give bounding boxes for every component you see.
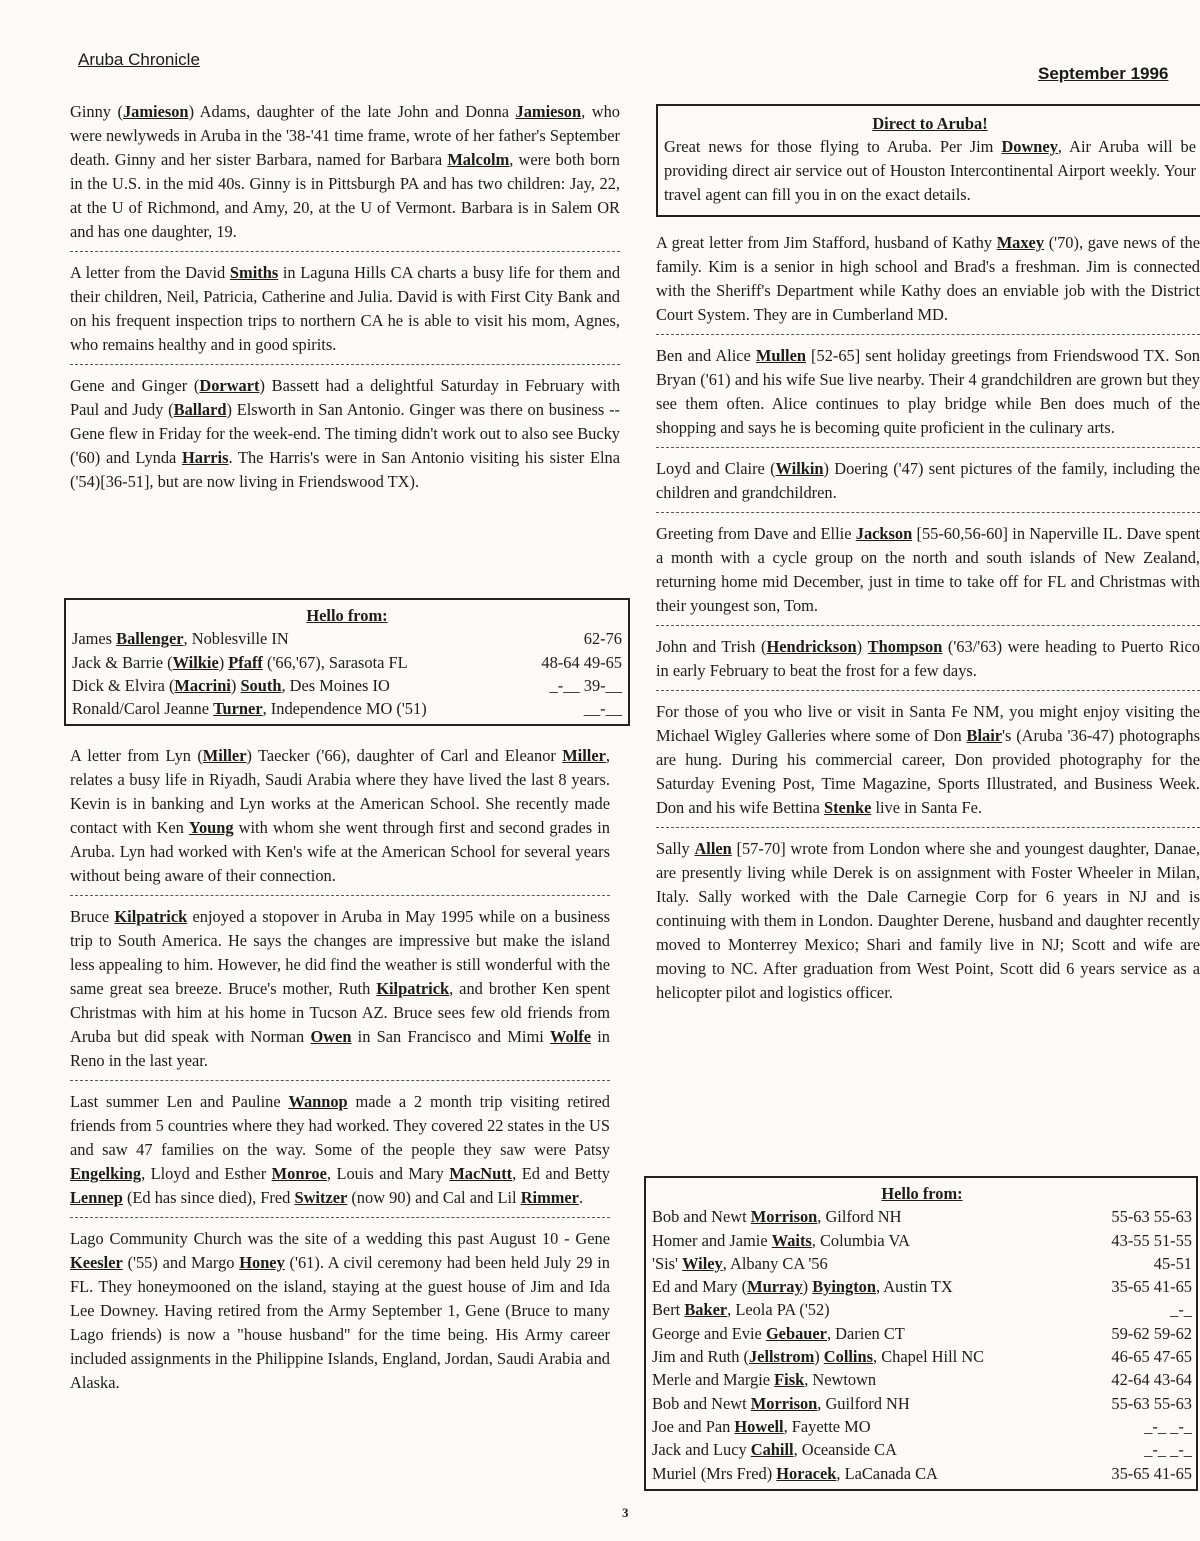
person-name: Jamieson bbox=[122, 102, 189, 121]
text-run: in Reno in the last year. bbox=[70, 1027, 610, 1070]
person-name: Wilkin bbox=[775, 459, 824, 479]
text-run: Bert bbox=[652, 1300, 685, 1320]
text-run: Greeting from Dave and Ellie bbox=[656, 524, 856, 544]
person-name: South bbox=[240, 675, 282, 695]
entry-name bbox=[652, 1392, 1111, 1415]
text-run: [55-60,56-60] in Naperville IL. Dave spent a month with a cycle group on the north and south islands of New Zealand, returning home mid December, just in time to take off for FL and Christmas with their youngest son, Tom. bbox=[656, 524, 1200, 616]
news-item bbox=[656, 837, 1200, 1005]
hello-entry bbox=[652, 1438, 1192, 1461]
person-name: Kilpatrick bbox=[114, 907, 188, 926]
text-run: , Newtown bbox=[804, 1370, 877, 1390]
entry-years: 46-65 47-65 bbox=[1111, 1347, 1192, 1367]
person-name: Wolfe bbox=[550, 1027, 591, 1046]
hello-from-box-left bbox=[64, 598, 630, 726]
person-name: Keesler bbox=[70, 1253, 123, 1272]
text-run: ) Bassett had a delightful Saturday in February with Paul and Judy ( bbox=[70, 376, 621, 419]
person-name: Lennep bbox=[70, 1188, 123, 1207]
person-name: Byington bbox=[812, 1277, 876, 1297]
person-name: Howell bbox=[734, 1416, 784, 1436]
entry-years: 43-55 51-55 bbox=[1111, 1230, 1192, 1250]
text-run: with whom she went through first and second grades in Aruba. Lyn had worked with Ken's wife at the American School for several years without being aware of their connection. bbox=[70, 818, 610, 885]
text-run: in Laguna Hills CA charts a busy life for them and their children, Neil, Patricia, Catherine and Julia. David is with First City Bank and on his frequent inspection trips to northern CA he is able to visit his mom, Agnes, who remains healthy and in good spirits. bbox=[70, 263, 621, 354]
right-column bbox=[656, 104, 1200, 1005]
person-name: Owen bbox=[310, 1027, 352, 1046]
entry-years: 48-64 49-65 bbox=[541, 652, 622, 672]
news-item bbox=[70, 374, 620, 494]
hello-entry bbox=[652, 1392, 1192, 1415]
entry-years: 35-65 41-65 bbox=[1111, 1463, 1192, 1483]
entry-years: _-_ bbox=[1170, 1300, 1192, 1320]
text-run: in San Francisco and Mimi bbox=[351, 1027, 551, 1046]
text-run: , Air Aruba will be providing direct air service out of Houston Intercontinental Airport weekly. Your travel agent can fill you in on the exact details. bbox=[664, 137, 1196, 205]
text-run: 'Sis' bbox=[652, 1253, 683, 1273]
text-run: Bob and Newt bbox=[652, 1207, 751, 1227]
text-run: ('70), gave news of the family. Kim is a senior in high school and Brad's a freshman. Jim is connected with the Sheriff's Department while Kathy does an enviable job with the District Court System. They are in Cumberland MD. bbox=[656, 233, 1200, 325]
text-run: Joe and Pan bbox=[652, 1416, 735, 1436]
entry-years: 59-62 59-62 bbox=[1111, 1323, 1192, 1343]
person-name: Baker bbox=[684, 1300, 728, 1320]
text-run: Jim and Ruth ( bbox=[652, 1347, 749, 1367]
text-run: Last summer Len and Pauline bbox=[70, 1092, 289, 1111]
text-run: ('61). A civil ceremony had been held July 29 in FL. They honeymooned on the island, staying at the guest house of Jim and Ida Lee Downey. Having retired from the Army September 1, Gene (Bruce to many Lago friends) is now a "house husband" for the time being. His Army career included assignments in the Philippine Islands, England, Jordan, Saudi Arabia and Alaska. bbox=[70, 1253, 611, 1392]
news-item bbox=[70, 905, 610, 1073]
entry-name bbox=[652, 1322, 1111, 1345]
dashed-separator bbox=[656, 827, 1200, 828]
news-item bbox=[656, 231, 1200, 327]
text-run: Ben and Alice bbox=[656, 346, 756, 366]
news-item bbox=[70, 1227, 610, 1395]
text-run: , Leola PA ('52) bbox=[727, 1300, 830, 1320]
entry-years: _-__ 39-__ bbox=[549, 675, 622, 695]
entry-name bbox=[652, 1368, 1111, 1391]
news-item bbox=[70, 1090, 610, 1210]
text-run: ) bbox=[802, 1277, 813, 1297]
entry-name bbox=[72, 627, 584, 650]
entry-name bbox=[652, 1462, 1111, 1485]
entry-name bbox=[652, 1298, 1170, 1321]
entry-years: 55-63 55-63 bbox=[1111, 1393, 1192, 1413]
hello-entry bbox=[652, 1252, 1192, 1275]
text-run: made a 2 month trip visiting retired friends from 5 countries where they had worked. They covered 22 states in the US and saw 47 families on the way. Some of the people they saw were Patsy bbox=[70, 1092, 611, 1159]
text-run: Dick & Elvira ( bbox=[72, 675, 175, 695]
person-name: Kilpatrick bbox=[376, 979, 450, 998]
text-run: Lago Community Church was the site of a wedding this past August 10 - Gene bbox=[70, 1229, 610, 1248]
text-run: ) bbox=[230, 675, 241, 695]
entry-years: _-_ _-_ bbox=[1144, 1416, 1192, 1436]
person-name: Malcolm bbox=[447, 150, 510, 169]
dashed-separator bbox=[656, 334, 1200, 335]
text-run: ) Elsworth in San Antonio. Ginger was there on business -- Gene flew in Friday for the week-end. The timing didn't work out to also see Bucky ('60) and Lynda bbox=[70, 400, 620, 467]
person-name: Mullen bbox=[755, 346, 806, 366]
person-name: Ballard bbox=[173, 400, 227, 419]
dashed-separator bbox=[70, 364, 620, 365]
text-run: , Chapel Hill NC bbox=[873, 1347, 985, 1367]
person-name: Smiths bbox=[229, 263, 279, 282]
dashed-separator bbox=[656, 625, 1200, 626]
left-column-lower bbox=[70, 744, 610, 1395]
person-name: Engelking bbox=[70, 1164, 142, 1183]
hello-entry bbox=[652, 1462, 1192, 1485]
text-run: , Independence MO ('51) bbox=[262, 699, 427, 719]
person-name: Maxey bbox=[996, 233, 1045, 253]
text-run: Great news for those flying to Aruba. Per Jim bbox=[664, 137, 1002, 157]
entry-name bbox=[652, 1252, 1154, 1275]
person-name: Wiley bbox=[682, 1253, 723, 1273]
person-name: Young bbox=[188, 818, 234, 837]
text-run: Bob and Newt bbox=[652, 1393, 751, 1413]
person-name: Wilkie bbox=[172, 652, 219, 672]
hello-entry bbox=[652, 1345, 1192, 1368]
person-name: Macrini bbox=[174, 675, 231, 695]
person-name: Cahill bbox=[750, 1440, 794, 1460]
text-run: , Darien CT bbox=[826, 1323, 905, 1343]
hello-entry bbox=[652, 1298, 1192, 1321]
person-name: Jellstrom bbox=[748, 1347, 815, 1367]
person-name: Downey bbox=[1001, 137, 1058, 157]
person-name: Morrison bbox=[750, 1393, 818, 1413]
right-articles bbox=[656, 231, 1200, 1005]
hello-from-title: Hello from: bbox=[306, 606, 388, 625]
person-name: Blair bbox=[966, 726, 1003, 746]
text-run: Homer and Jamie bbox=[652, 1230, 772, 1250]
entry-name bbox=[72, 697, 584, 720]
person-name: Horacek bbox=[776, 1463, 837, 1483]
text-run: Merle and Margie bbox=[652, 1370, 775, 1390]
dashed-separator bbox=[70, 251, 620, 252]
person-name: Murray bbox=[747, 1277, 803, 1297]
text-run: [57-70] wrote from London where she and youngest daughter, Danae, are presently living while Derek is on assignment with Foster Wheeler in Milan, Italy. Sally worked with the Dale Carnegie Corp for 6 years in NJ and is continuing with them in London. Daughter Derene, husband and daughter recently moved to Monterrey Mexico; Shari and family live in NJ; Scott and wife are moving to NC. After graduation from West Point, Scott did 6 years service as a helicopter pilot and logistics officer. bbox=[656, 839, 1200, 1003]
text-run: . The Harris's were in San Antonio visiting his sister Elna ('54)[36-51], but are now living in Friendswood TX). bbox=[70, 448, 621, 491]
person-name: Allen bbox=[694, 839, 732, 859]
hello-entry bbox=[652, 1415, 1192, 1438]
entry-name bbox=[652, 1229, 1111, 1252]
text-run: , Des Moines IO bbox=[281, 675, 390, 695]
text-run: , Noblesville IN bbox=[183, 629, 289, 649]
person-name: Fisk bbox=[774, 1370, 805, 1390]
entry-years: 35-65 41-65 bbox=[1111, 1277, 1192, 1297]
text-run: , were both born in the U.S. in the mid 40s. Ginny is in Pittsburgh PA and has two children: Jay, 22, at the U of Richmond, and Amy, 20, at the U of Vermont. Barbara is in Salem OR and has one daughter, 19. bbox=[70, 150, 621, 241]
news-item bbox=[70, 261, 620, 357]
person-name: Dorwart bbox=[199, 376, 260, 395]
person-name: Thompson bbox=[867, 637, 943, 657]
text-run: ) Doering ('47) sent pictures of the family, including the children and grandchildren. bbox=[656, 459, 1200, 503]
text-run: Muriel (Mrs Fred) bbox=[652, 1463, 777, 1483]
person-name: Pfaff bbox=[228, 652, 263, 672]
news-item bbox=[70, 100, 620, 244]
text-run: Ed and Mary ( bbox=[652, 1277, 748, 1297]
text-run: ) Adams, daughter of the late John and Donna bbox=[188, 102, 516, 121]
hello-from-list bbox=[72, 627, 622, 720]
person-name: Switzer bbox=[294, 1188, 348, 1207]
entry-name bbox=[652, 1438, 1144, 1461]
hello-entry bbox=[652, 1275, 1192, 1298]
person-name: Monroe bbox=[271, 1164, 327, 1183]
entry-years: 45-51 bbox=[1153, 1253, 1192, 1273]
page-number: 3 bbox=[622, 1505, 629, 1520]
person-name: Rimmer bbox=[520, 1188, 579, 1207]
text-run: ('55) and Margo bbox=[122, 1253, 240, 1272]
person-name: Jackson bbox=[855, 524, 913, 544]
text-run: , Gilford NH bbox=[817, 1207, 902, 1227]
text-run: Sally bbox=[656, 839, 695, 859]
dashed-separator bbox=[70, 895, 610, 896]
newsletter-title: Aruba Chronicle bbox=[78, 50, 200, 69]
person-name: Miller bbox=[202, 746, 247, 765]
person-name: Stenke bbox=[823, 798, 872, 818]
text-run: A letter from Lyn ( bbox=[70, 746, 203, 765]
text-run: ) bbox=[856, 637, 868, 657]
person-name: Wannop bbox=[288, 1092, 348, 1111]
left-articles-bottom bbox=[70, 744, 610, 1395]
text-run: ) Taecker ('66), daughter of Carl and Eleanor bbox=[246, 746, 563, 765]
person-name: Ballenger bbox=[116, 629, 184, 649]
entry-years: __-__ bbox=[583, 699, 622, 719]
direct-to-aruba-text bbox=[664, 135, 1196, 207]
dashed-separator bbox=[70, 1080, 610, 1081]
dashed-separator bbox=[656, 690, 1200, 691]
text-run: For those of you who live or visit in Santa Fe NM, you might enjoy visiting the Michael Wigley Galleries where some of Don bbox=[656, 702, 1200, 746]
entry-name bbox=[652, 1345, 1111, 1368]
direct-to-aruba-box bbox=[656, 104, 1200, 217]
person-name: Jamieson bbox=[515, 102, 582, 121]
entry-years: 42-64 43-64 bbox=[1111, 1370, 1192, 1390]
text-run: , and brother Ken spent Christmas with him at his home in Tucson AZ. Bruce sees few old friends from Aruba but did speak with Norman bbox=[70, 979, 610, 1046]
person-name: Morrison bbox=[750, 1207, 818, 1227]
text-run: Ginny ( bbox=[70, 102, 123, 121]
hello-entry bbox=[652, 1205, 1192, 1228]
entry-name bbox=[652, 1415, 1144, 1438]
hello-entry bbox=[72, 674, 622, 697]
entry-name bbox=[652, 1205, 1111, 1228]
person-name: Gebauer bbox=[765, 1323, 827, 1343]
text-run: Jack & Barrie ( bbox=[72, 652, 173, 672]
hello-entry bbox=[72, 627, 622, 650]
text-run: Ronald/Carol Jeanne bbox=[72, 699, 214, 719]
dashed-separator bbox=[656, 447, 1200, 448]
text-run: , relates a busy life in Riyadh, Saudi Arabia where they have lived the last 8 years. Kevin is in banking and Lyn works at the American School. She recently made contact with Ken bbox=[70, 746, 610, 837]
text-run: enjoyed a stopover in Aruba in May 1995 while on a business trip to South America. He says the changes are impressive but make the island less appealing to him. However, he did find the weather is still wonderful with the same great sea breeze. Bruce's mother, Ruth bbox=[70, 907, 611, 998]
text-run: James bbox=[72, 629, 117, 649]
text-run: ) bbox=[218, 652, 229, 672]
text-run: , Guilford NH bbox=[817, 1393, 910, 1413]
person-name: Waits bbox=[771, 1230, 812, 1250]
text-run: . bbox=[578, 1188, 584, 1207]
text-run: A letter from the David bbox=[70, 263, 230, 282]
entry-years: _-_ _-_ bbox=[1144, 1440, 1192, 1460]
text-run: , Columbia VA bbox=[811, 1230, 911, 1250]
person-name: Harris bbox=[182, 448, 229, 467]
person-name: Miller bbox=[562, 746, 606, 765]
hello-entry bbox=[72, 697, 622, 720]
text-run: , Oceanside CA bbox=[793, 1440, 897, 1460]
entry-years: 62-76 bbox=[583, 629, 622, 649]
text-run: Bruce bbox=[70, 907, 115, 926]
person-name: Collins bbox=[823, 1347, 873, 1367]
text-run: live in Santa Fe. bbox=[871, 798, 982, 818]
hello-entry bbox=[72, 651, 622, 674]
left-column bbox=[70, 100, 620, 494]
text-run: A great letter from Jim Stafford, husband of Kathy bbox=[656, 233, 997, 253]
news-item bbox=[656, 457, 1200, 505]
entry-years: 55-63 55-63 bbox=[1111, 1207, 1192, 1227]
text-run: , Austin TX bbox=[876, 1277, 953, 1297]
text-run: Gene and Ginger ( bbox=[70, 376, 200, 395]
news-item bbox=[656, 700, 1200, 820]
news-item bbox=[656, 344, 1200, 440]
text-run: (now 90) and Cal and Lil bbox=[347, 1188, 521, 1207]
text-run: ('66,'67), Sarasota FL bbox=[262, 652, 408, 672]
text-run: , who were newlyweds in Aruba in the '38-'41 time frame, wrote of her father's September death. Ginny and her sister Barbara, named for Barbara bbox=[70, 102, 620, 169]
text-run: 's (Aruba '36-47) photographs are hung. During his commercial career, Don provided photography for the Saturday Evening Post, Time Magazine, Sports Illustrated, and Business Week. Don and his wife Bettina bbox=[656, 726, 1200, 818]
direct-to-aruba-title: Direct to Aruba! bbox=[872, 114, 988, 133]
entry-name bbox=[652, 1275, 1111, 1298]
news-item bbox=[656, 522, 1200, 618]
text-run: Loyd and Claire ( bbox=[656, 459, 776, 479]
entry-name bbox=[72, 651, 541, 674]
left-articles-top bbox=[70, 100, 620, 494]
text-run: (Ed has since died), Fred bbox=[122, 1188, 295, 1207]
text-run: , Fayette MO bbox=[783, 1416, 871, 1436]
text-run: , LaCanada CA bbox=[836, 1463, 938, 1483]
text-run: [52-65] sent holiday greetings from Friendswood TX. Son Bryan ('61) and his wife Sue live nearby. Their 4 grandchildren are grown but they see them often. Alice continues to play bridge while Ben does much of the shopping and says he is becoming quite proficient in the culinary arts. bbox=[656, 346, 1200, 438]
text-run: , Lloyd and Esther bbox=[141, 1164, 272, 1183]
hello-entry bbox=[652, 1322, 1192, 1345]
hello-from-title: Hello from: bbox=[881, 1184, 963, 1203]
text-run: , Louis and Mary bbox=[326, 1164, 450, 1183]
text-run: Jack and Lucy bbox=[652, 1440, 751, 1460]
hello-from-box-right bbox=[644, 1176, 1198, 1491]
issue-date: September 1996 bbox=[1038, 64, 1169, 83]
dashed-separator bbox=[656, 512, 1200, 513]
hello-entry bbox=[652, 1368, 1192, 1391]
person-name: Hendrickson bbox=[766, 637, 857, 657]
text-run: John and Trish ( bbox=[656, 637, 767, 657]
news-item bbox=[656, 635, 1200, 683]
entry-name bbox=[72, 674, 550, 697]
text-run: George and Evie bbox=[652, 1323, 766, 1343]
person-name: Honey bbox=[239, 1253, 285, 1272]
news-item bbox=[70, 744, 610, 888]
person-name: MacNutt bbox=[449, 1164, 513, 1183]
person-name: Turner bbox=[213, 699, 263, 719]
text-run: , Albany CA '56 bbox=[722, 1253, 828, 1273]
dashed-separator bbox=[70, 1217, 610, 1218]
hello-entry bbox=[652, 1229, 1192, 1252]
hello-from-list bbox=[652, 1205, 1192, 1485]
text-run: , Ed and Betty bbox=[512, 1164, 610, 1183]
text-run: ) bbox=[814, 1347, 824, 1367]
text-run: ('63/'63) were heading to Puerto Rico in early February to beat the frost for a few days. bbox=[656, 637, 1200, 681]
